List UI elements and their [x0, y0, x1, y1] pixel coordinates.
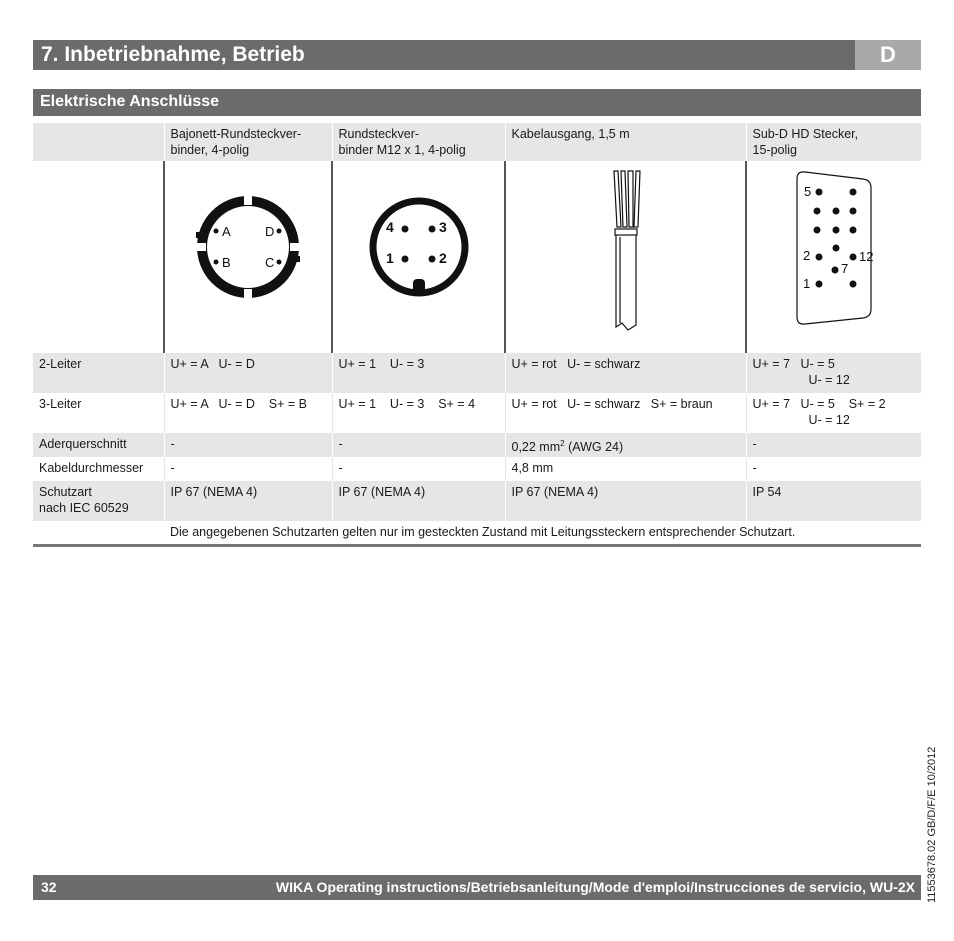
pin-label: D — [265, 224, 275, 239]
connections-table — [33, 123, 921, 547]
protection-note: Die angegebenen Schutzarten gelten nur im gesteckten Zustand mit Leitungssteckern entsprechender Schutzart. — [164, 521, 921, 545]
cable-outlet-diagram — [505, 161, 746, 353]
section-header — [33, 89, 921, 116]
cable-icon — [596, 167, 656, 337]
m12-connector-icon — [359, 187, 479, 307]
pin-label: 2 — [803, 248, 811, 263]
pin-label: 3 — [438, 219, 447, 235]
bayonet-connector-diagram — [164, 161, 332, 353]
header-cell — [33, 123, 164, 161]
pin-label: 1 — [803, 276, 811, 291]
pin-label: 5 — [804, 184, 812, 199]
section-title: Elektrische Anschlüsse — [40, 93, 220, 110]
document-number: 11553678.02 GB/D/F/E 10/2012 — [926, 746, 938, 903]
table-row: Kabeldurchmesser - - 4,8 mm - — [33, 457, 921, 481]
footer-text: WIKA Operating instructions/Betriebsanleitung/Mode d'emploi/Instrucciones de servicio, WU-2X — [275, 879, 915, 895]
pin-label: A — [222, 224, 231, 239]
pin-label: 1 — [385, 250, 394, 266]
subd-connector-icon — [789, 169, 879, 329]
header-cell: Rundsteckver- binder M12 x 1, 4-polig — [332, 123, 505, 161]
bayonet-connector-icon — [188, 187, 308, 307]
header-cell: Sub-D HD Stecker, 15-polig — [746, 123, 921, 161]
table-header-row — [33, 123, 921, 161]
table-row: Schutzart nach IEC 60529 IP 67 (NEMA 4) IP 67 (NEMA 4) IP 67 (NEMA 4) IP 54 — [33, 481, 921, 521]
pin-label: 7 — [841, 261, 849, 276]
pin-label: 4 — [385, 219, 394, 235]
subd-connector-diagram — [746, 161, 921, 353]
pin-label: 12 — [859, 249, 874, 264]
pin-label: C — [265, 255, 275, 270]
table-row: 2-Leiter U+ = A U- = D U+ = 1 U- = 3 U+ = rot U- = schwarz U+ = 7 U- = 5 U- = 12 — [33, 353, 921, 393]
pin-label: B — [222, 255, 231, 270]
header-cell: Bajonett-Rundsteckver- binder, 4-polig — [164, 123, 332, 161]
chapter-header — [33, 40, 921, 70]
header-cell: Kabelausgang, 1,5 m — [505, 123, 746, 161]
page-number: 32 — [41, 879, 57, 895]
m12-connector-diagram — [332, 161, 505, 353]
language-tab: D — [855, 40, 921, 70]
pin-label: 2 — [438, 250, 447, 266]
diagram-row — [33, 161, 921, 353]
table-row: Aderquerschnitt - - 0,22 $mm^2$ (AWG 24) - — [33, 433, 921, 457]
table-note-row — [33, 521, 921, 545]
table-row: 3-Leiter U+ = A U- = D S+ = B U+ = 1 U- = 3 S+ = 4 U+ = rot U- = schwarz S+ = braun U+ = 7 U- = 5 S+ = 2 U- = 12 — [33, 393, 921, 433]
page-footer — [33, 875, 921, 900]
chapter-title: 7. Inbetriebnahme, Betrieb — [41, 43, 305, 66]
